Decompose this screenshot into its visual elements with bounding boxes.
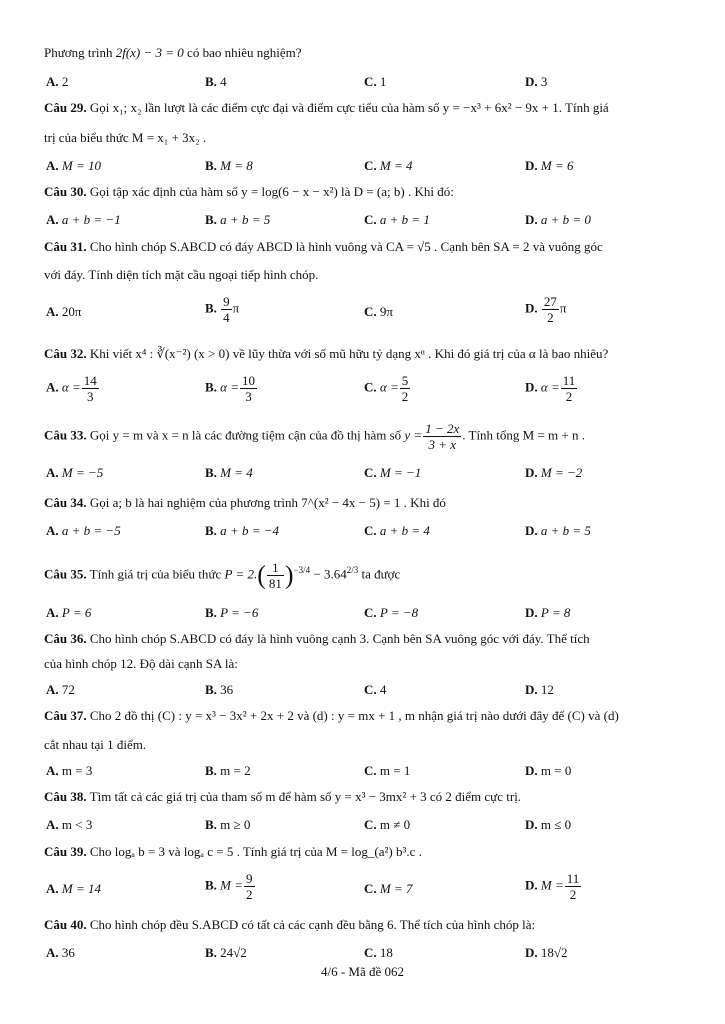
q35-opt-d: D. P = 8 <box>525 605 571 620</box>
q40-opt-b: B. 24√2 <box>205 945 247 960</box>
question-31: Câu 31. Cho hình chóp S.ABCD có đáy ABCD là hình vuông và CA = √5 . Cạnh bên SA = 2 và vuông góc <box>44 239 603 254</box>
q33-opt-d: D. M = −2 <box>525 465 583 480</box>
intro-opt-a: A. 2 <box>46 74 69 89</box>
q39-opt-d: D. M = $\frac{11}{2}$ <box>525 871 580 902</box>
q40-opt-c: C. 18 <box>364 945 393 960</box>
question-36: Câu 36. Cho hình chóp S.ABCD có đáy là hình vuông cạnh 3. Cạnh bên SA vuông góc với đáy. Thể tích <box>44 631 590 646</box>
q37-opt-a: A. m = 3 <box>46 763 93 778</box>
question-37: Câu 37. Cho 2 đồ thị (C) : y = x³ − 3x² + 2x + 2 và (d) : y = mx + 1 , m nhận giá trị nào dưới đây để (C) và (d) <box>44 708 619 723</box>
q40-opt-a: A. 36 <box>46 945 75 960</box>
q33-opt-b: B. M = 4 <box>205 465 253 480</box>
intro-formula: 2f(x) − 3 = 0 <box>115 45 184 60</box>
q37-opt-c: C. m = 1 <box>364 763 411 778</box>
q29-opt-b: B. M = 8 <box>205 158 253 173</box>
q36-opt-a: A. 72 <box>46 682 75 697</box>
q39-opt-a: A. M = 14 <box>46 881 101 896</box>
q29-opt-c: C. M = 4 <box>364 158 413 173</box>
question-35: Câu 35. Tính giá trị của biểu thức P = 2.( $\frac{1}{81}$ )$^{-3/4} - 3.64^{2/3}$ ta được <box>44 560 401 591</box>
q32-opt-d: D. α = $\frac{11}{2}$ <box>525 373 576 404</box>
q35-opt-b: B. P = −6 <box>205 605 259 620</box>
q38-opt-c: C. m ≠ 0 <box>364 817 411 832</box>
question-30: Câu 30. Gọi tập xác định của hàm số y = log(6 − x − x²) là D = (a; b) . Khi đó: <box>44 184 454 199</box>
question-34: Câu 34. Gọi a; b là hai nghiệm của phương trình 7^(x² − 4x − 5) = 1 . Khi đó <box>44 495 446 510</box>
intro-opt-d: D. 3 <box>525 74 548 89</box>
page-footer: 4/6 - Mã đề 062 <box>320 964 405 979</box>
intro-prefix: Phương trình <box>44 45 116 60</box>
intro-suffix: có bao nhiêu nghiệm? <box>183 45 302 60</box>
intro-opt-b: B. 4 <box>205 74 227 89</box>
q34-opt-d: D. a + b = 5 <box>525 523 591 538</box>
q36-opt-d: D. 12 <box>525 682 554 697</box>
q32-opt-a: A. α = $\frac{14}{3}$ <box>46 373 97 404</box>
q39-opt-b: B. M = $\frac{9}{2}$ <box>205 871 253 902</box>
q33-opt-a: A. M = −5 <box>46 465 104 480</box>
intro-opt-c: C. 1 <box>364 74 387 89</box>
q34-opt-b: B. a + b = −4 <box>205 523 279 538</box>
q37-opt-d: D. m = 0 <box>525 763 572 778</box>
q29-opt-d: D. M = 6 <box>525 158 574 173</box>
question-29-line2: trị của biểu thức M = x₁ + 3x₂ . <box>44 130 207 145</box>
question-38: Câu 38. Tìm tất cả các giá trị của tham số m để hàm số y = x³ − 3mx² + 3 có 2 điểm cực trị. <box>44 789 522 804</box>
question-40: Câu 40. Cho hình chóp đều S.ABCD có tất cả các cạnh đều bằng 6. Thể tích của hình chóp là: <box>44 917 536 932</box>
question-31-line2: với đáy. Tính diện tích mặt cầu ngoại tiếp hình chóp. <box>44 267 319 282</box>
q35-opt-c: C. P = −8 <box>364 605 419 620</box>
q37-opt-b: B. m = 2 <box>205 763 251 778</box>
q33-opt-c: C. M = −1 <box>364 465 422 480</box>
q34-opt-c: C. a + b = 4 <box>364 523 430 538</box>
q31-opt-c: C. 9π <box>364 304 393 319</box>
q30-opt-b: B. a + b = 5 <box>205 212 271 227</box>
q36-opt-b: B. 36 <box>205 682 234 697</box>
q31-opt-b: B. $\frac{9}{4}$ π <box>205 294 240 325</box>
q29-opt-a: A. M = 10 <box>46 158 101 173</box>
q38-opt-a: A. m < 3 <box>46 817 93 832</box>
q36-opt-c: C. 4 <box>364 682 387 697</box>
question-29: Câu 29. Gọi x₁; x₂ lần lượt là các điểm cực đại và điểm cực tiểu của hàm số y = −x³ + 6x² − 9x + 1. Tính giá <box>44 100 609 115</box>
question-33: Câu 33. Gọi y = m và x = n là các đường tiệm cận của đồ thị hàm số y = $\frac{1 - 2x}{3 + x}$ . Tính tổng M = m + n . <box>44 421 585 452</box>
q30-opt-c: C. a + b = 1 <box>364 212 430 227</box>
question-36-line2: của hình chóp 12. Độ dài cạnh SA là: <box>44 656 238 671</box>
q35-opt-a: A. P = 6 <box>46 605 92 620</box>
q30-opt-a: A. a + b = −1 <box>46 212 121 227</box>
q31-opt-a: A. 20π <box>46 304 82 319</box>
q34-opt-a: A. a + b = −5 <box>46 523 121 538</box>
q39-opt-c: C. M = 7 <box>364 881 413 896</box>
intro-line <box>44 44 685 62</box>
q32-opt-b: B. α = $\frac{10}{3}$ <box>205 373 256 404</box>
question-37-line2: cắt nhau tại 1 điểm. <box>44 737 147 752</box>
q30-opt-d: D. a + b = 0 <box>525 212 591 227</box>
q40-opt-d: D. 18√2 <box>525 945 568 960</box>
q32-opt-c: C. α = $\frac{5}{2}$ <box>364 373 409 404</box>
question-39: Câu 39. Cho logₐ b = 3 và logₐ c = 5 . Tính giá trị của M = log_(a²) b³.c . <box>44 844 422 859</box>
q31-opt-d: D. $\frac{27}{2}$ π <box>525 294 567 325</box>
question-32: Câu 32. Khi viết x⁴ : ∛(x⁻²) (x > 0) về lũy thừa với số mũ hữu tỷ dạng xᵅ . Khi đó giá trị của α là bao nhiêu? <box>44 346 609 361</box>
q38-opt-b: B. m ≥ 0 <box>205 817 251 832</box>
q38-opt-d: D. m ≤ 0 <box>525 817 572 832</box>
